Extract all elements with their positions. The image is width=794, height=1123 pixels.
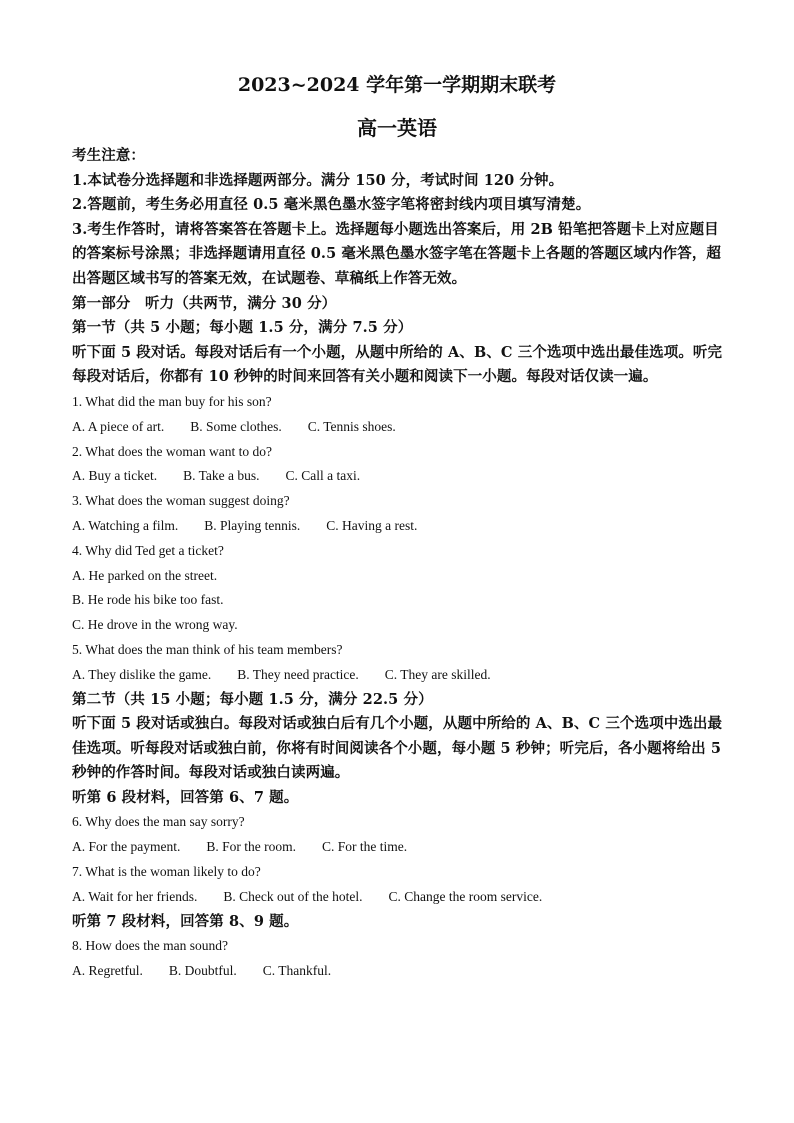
option-a: A. Watching a film.: [72, 517, 179, 533]
notice-item-1: 1.本试卷分选择题和非选择题两部分。满分 150 分，考试时间 120 分钟。: [72, 171, 564, 189]
question-4: 4. Why did Ted get a ticket?: [72, 542, 224, 558]
question-5: 5. What does the man think of his team members?: [72, 641, 343, 657]
notice-item-3: 3.考生作答时，请将答案答在答题卡上。选择题每小题选出答案后，用 2B 铅笔把答题卡上对应题目的答案标号涂黑；非选择题请用直径 0.5 毫米黑色墨水签字笔在答题卡上各题的答题区域内作答，超出答题区域书写的答案无效，在试题卷、草稿纸上作答无效。: [72, 220, 722, 287]
option-b: B. Take a bus.: [183, 468, 260, 484]
option-c: C. He drove in the wrong way.: [72, 617, 238, 633]
option-b: B. Some clothes.: [190, 418, 282, 434]
options-5: [72, 663, 724, 688]
option-a: A. He parked on the street.: [72, 567, 218, 583]
exam-subject: 高一英语: [357, 116, 437, 140]
options-1: [72, 415, 724, 440]
material-6-heading: 听第 6 段材料，回答第 6、7 题。: [72, 788, 299, 806]
options-7: [72, 885, 724, 910]
option-c: C. Change the room service.: [388, 888, 543, 904]
option-a: A. Regretful.: [72, 963, 143, 979]
option-c: C. Tennis shoes.: [307, 418, 396, 434]
option-b: B. Check out of the hotel.: [223, 888, 363, 904]
material-7-heading: 听第 7 段材料，回答第 8、9 题。: [72, 912, 299, 930]
option-b: B. For the room.: [206, 839, 296, 855]
question-7: 7. What is the woman likely to do?: [72, 864, 261, 880]
option-b: B. Playing tennis.: [204, 517, 301, 533]
question-3: 3. What does the woman suggest doing?: [72, 493, 290, 509]
notice-heading: 考生注意：: [72, 147, 145, 164]
exam-body: [72, 144, 724, 984]
option-a: A. They dislike the game.: [72, 666, 212, 682]
question-2: 2. What does the woman want to do?: [72, 443, 272, 459]
option-a: A. Buy a ticket.: [72, 468, 158, 484]
option-c: C. Thankful.: [262, 963, 332, 979]
option-b: B. Doubtful.: [168, 963, 237, 979]
option-c: C. Having a rest.: [326, 517, 418, 533]
option-a: A. For the payment.: [72, 839, 181, 855]
part1-heading: 第一部分 听力（共两节，满分 30 分）: [72, 294, 337, 312]
question-1: 1. What did the man buy for his son?: [72, 393, 272, 409]
option-c: C. For the time.: [321, 839, 408, 855]
question-8: 8. How does the man sound?: [72, 938, 228, 954]
notice-item-2: 2.答题前，考生务必用直径 0.5 毫米黑色墨水签字笔将密封线内项目填写清楚。: [72, 196, 591, 214]
option-b: B. They need practice.: [237, 666, 359, 682]
options-6: [72, 835, 724, 860]
section1-heading: 第一节（共 5 小题；每小题 1.5 分，满分 7.5 分）: [72, 319, 413, 337]
options-8: [72, 959, 724, 984]
option-a: A. Wait for her friends.: [72, 888, 198, 904]
exam-title: 2023~2024 学年第一学期期末联考: [237, 74, 557, 96]
section2-instructions: 听下面 5 段对话或独白。每段对话或独白后有几个小题，从题中所给的 A、B、C 三个选项中选出最佳选项。听每段对话或独白前，你将有时间阅读各个小题，每小题 5 秒钟；听完后，各小题将给出 5 秒钟的作答时间。每段对话或独白读两遍。: [72, 715, 723, 782]
section1-instructions: 听下面 5 段对话。每段对话后有一个小题，从题中所给的 A、B、C 三个选项中选出最佳选项。听完每段对话后，你都有 10 秒钟的时间来回答有关小题和阅读下一小题。每段对话仅读一遍。: [72, 343, 723, 386]
question-6: 6. Why does the man say sorry?: [72, 814, 245, 830]
option-c: C. Call a taxi.: [285, 468, 361, 484]
option-c: C. They are skilled.: [384, 666, 491, 682]
option-a: A. A piece of art.: [72, 418, 165, 434]
section2-heading: 第二节（共 15 小题；每小题 1.5 分，满分 22.5 分）: [72, 690, 433, 708]
option-b: B. He rode his bike too fast.: [72, 592, 224, 608]
options-3: [72, 514, 724, 539]
options-2: [72, 464, 724, 489]
